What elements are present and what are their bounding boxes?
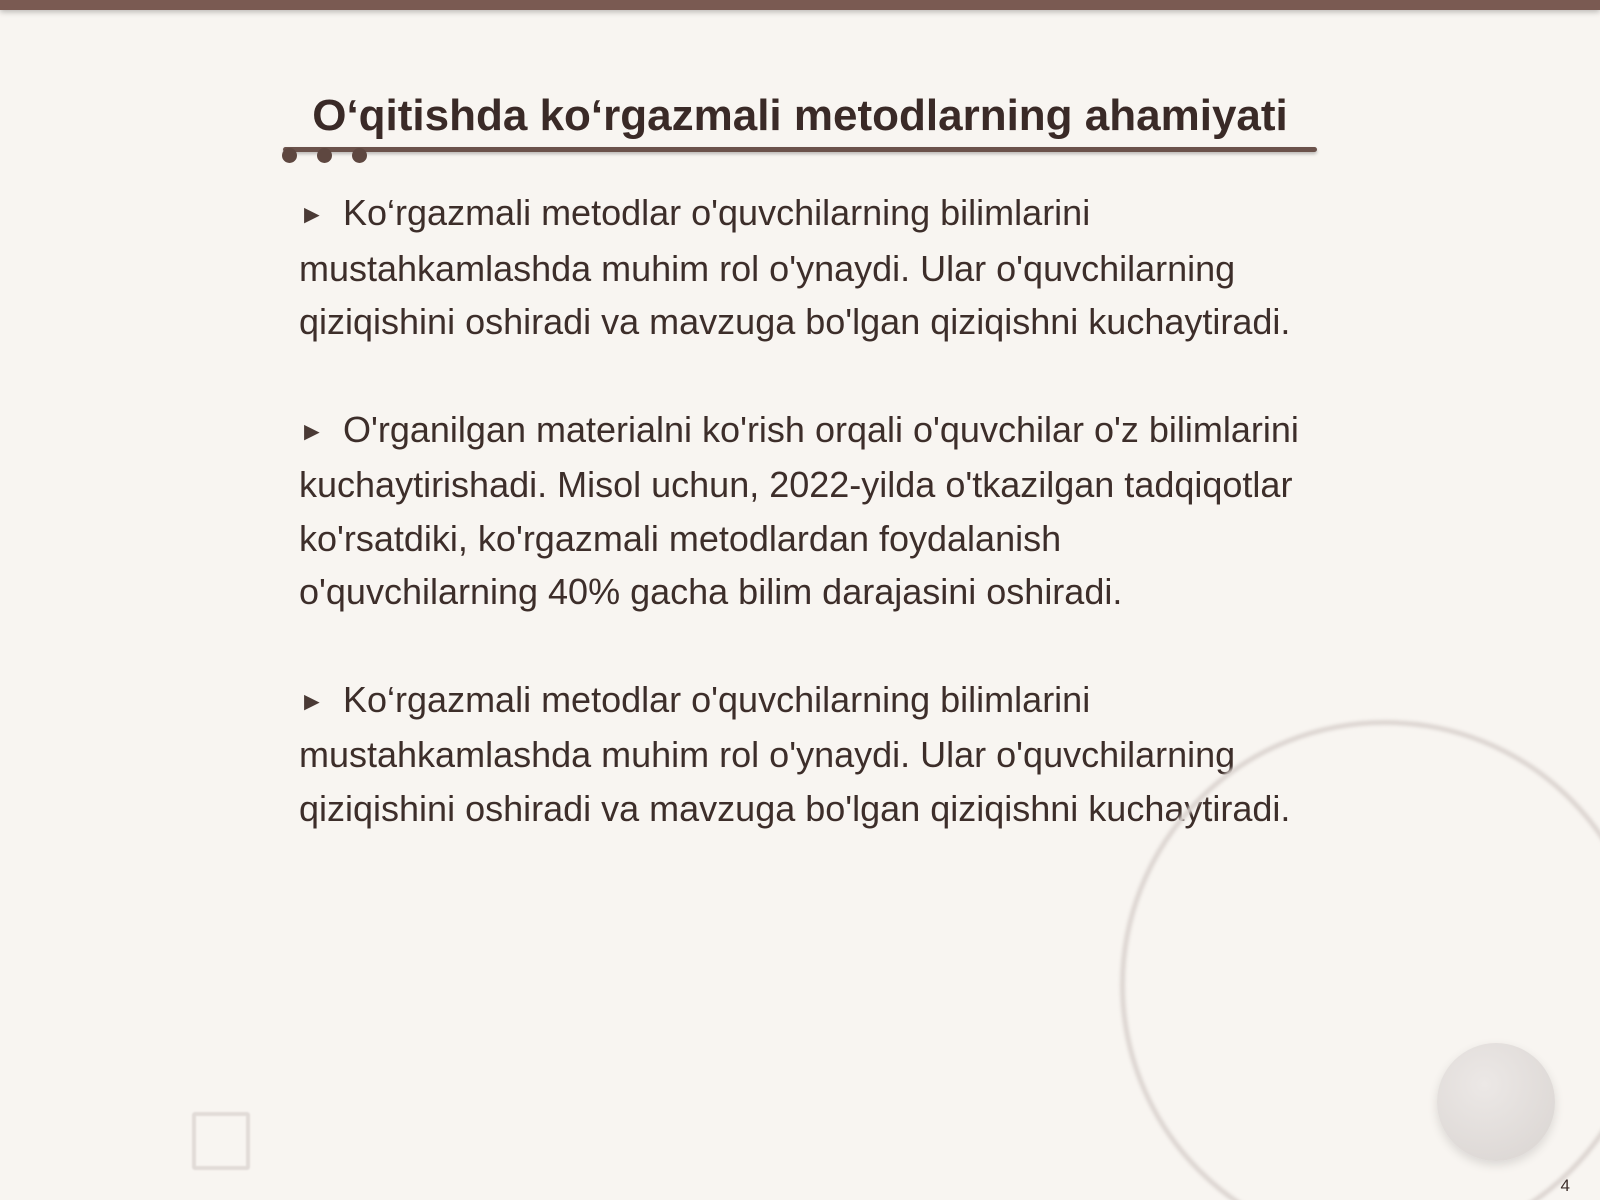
slide-body (299, 186, 1309, 889)
title-underline-dots (282, 148, 387, 168)
paragraph-text: Ko‘rgazmali metodlar o'quvchilarning bilimlarini mustahkamlashda muhim rol o'ynaydi. Ular o'quvchilarning qiziqishini oshiradi va mavzuga bo'lgan qiziqishni kuchaytiradi. (299, 192, 1291, 342)
bullet-paragraph-1 (299, 186, 1309, 349)
bullet-paragraph-2 (299, 403, 1309, 619)
bullet-arrow-icon: ► (299, 415, 325, 446)
underline-dot (282, 148, 297, 163)
bullet-paragraph-3 (299, 673, 1309, 836)
page-number: 4 (1560, 1176, 1570, 1195)
bullet-arrow-icon: ► (299, 685, 325, 716)
underline-dot (352, 148, 367, 163)
underline-dot (317, 148, 332, 163)
paragraph-text: Ko‘rgazmali metodlar o'quvchilarning bilimlarini mustahkamlashda muhim rol o'ynaydi. Ular o'quvchilarning qiziqishini oshiradi va mavzuga bo'lgan qiziqishni kuchaytiradi. (299, 678, 1291, 829)
paragraph-text: O'rganilgan materialni ko'rish orqali o'quvchilar o'z bilimlarini kuchaytirishadi. Misol uchun, 2022-yilda o'tkazilgan tadqiqotlar ko'rsatdiki, ko'rgazmali metodlardan foydalanish o'quvchilarning 40% gacha bilim darajasini oshiradi. (299, 408, 1299, 612)
slide-title: O‘qitishda ko‘rgazmali metodlarning ahamiyati (312, 91, 1288, 140)
top-accent-bar (0, 0, 1600, 10)
bullet-arrow-icon: ► (299, 199, 325, 229)
title-underline (283, 147, 1317, 152)
decorative-square (192, 1112, 250, 1170)
decorative-disc (1437, 1043, 1555, 1161)
